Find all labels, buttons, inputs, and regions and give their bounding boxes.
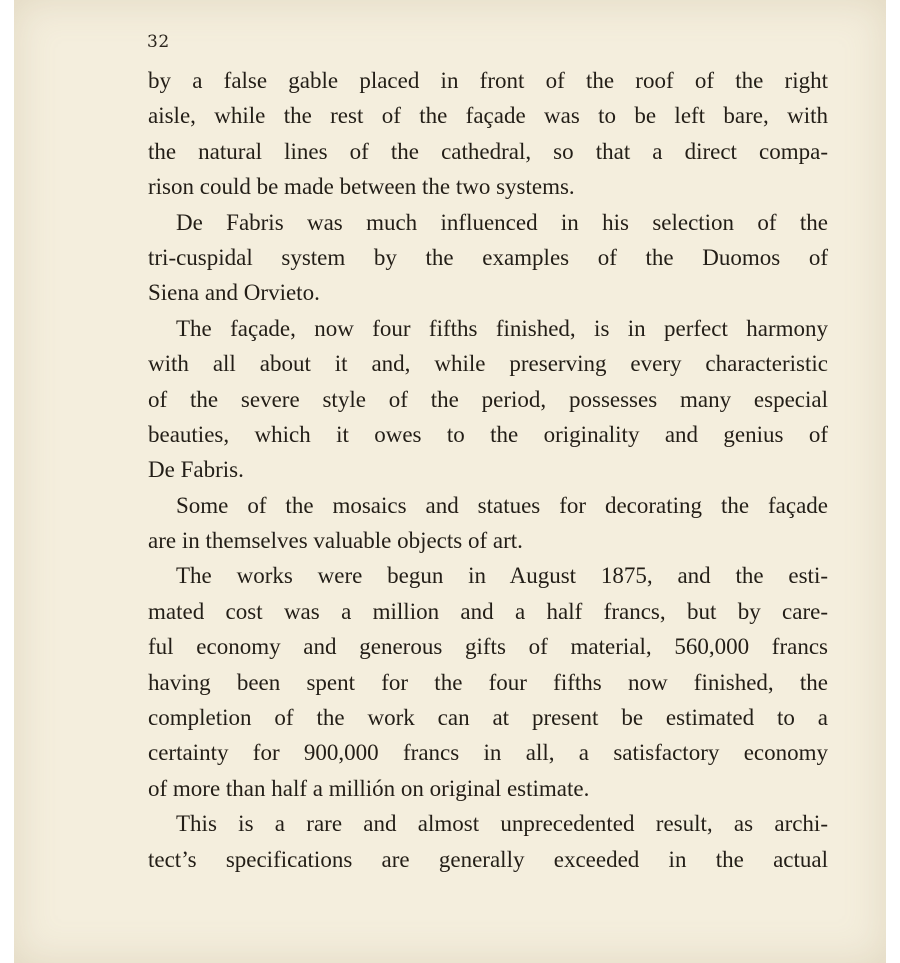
text-line: with all about it and, while preserving every characteristic [148, 351, 828, 377]
text-line: tect’s specifications are generally exceeded in the actual [148, 846, 828, 872]
text-line: The works were begun in August 1875, and the esti- [176, 563, 828, 589]
text-line: ful economy and generous gifts of material, 560,000 francs [148, 634, 828, 660]
text-line: Siena and Orvieto. [148, 280, 320, 306]
text-line: of more than half a millión on original estimate. [148, 775, 590, 801]
text-line: This is a rare and almost unprecedented result, as archi- [176, 811, 828, 837]
text-line: tri-cuspidal system by the examples of the Duomos of [148, 244, 828, 270]
text-line: having been spent for the four fifths now finished, the [148, 669, 828, 695]
text-line: Some of the mosaics and statues for decorating the façade [176, 492, 828, 518]
book-page [14, 0, 886, 963]
text-line: mated cost was a million and a half francs, but by care- [148, 598, 828, 624]
text-line: aisle, while the rest of the façade was to be left bare, with [148, 103, 828, 129]
text-line: rison could be made between the two systems. [148, 174, 575, 200]
text-line: The façade, now four fifths finished, is in perfect harmony [176, 315, 828, 341]
page-number: 32 [147, 32, 170, 52]
text-line: De Fabris. [148, 457, 244, 483]
body-text [148, 63, 828, 877]
text-line: completion of the work can at present be estimated to a [148, 705, 828, 731]
text-line: of the severe style of the period, possesses many especial [148, 386, 828, 412]
text-line: the natural lines of the cathedral, so that a direct compa- [148, 138, 828, 164]
text-line: certainty for 900,000 francs in all, a satisfactory economy [148, 740, 828, 766]
text-line: are in themselves valuable objects of art. [148, 528, 523, 554]
text-line: by a false gable placed in front of the roof of the right [148, 68, 828, 93]
text-line: De Fabris was much influenced in his selection of the [176, 209, 828, 235]
text-line: beauties, which it owes to the originality and genius of [148, 421, 828, 447]
